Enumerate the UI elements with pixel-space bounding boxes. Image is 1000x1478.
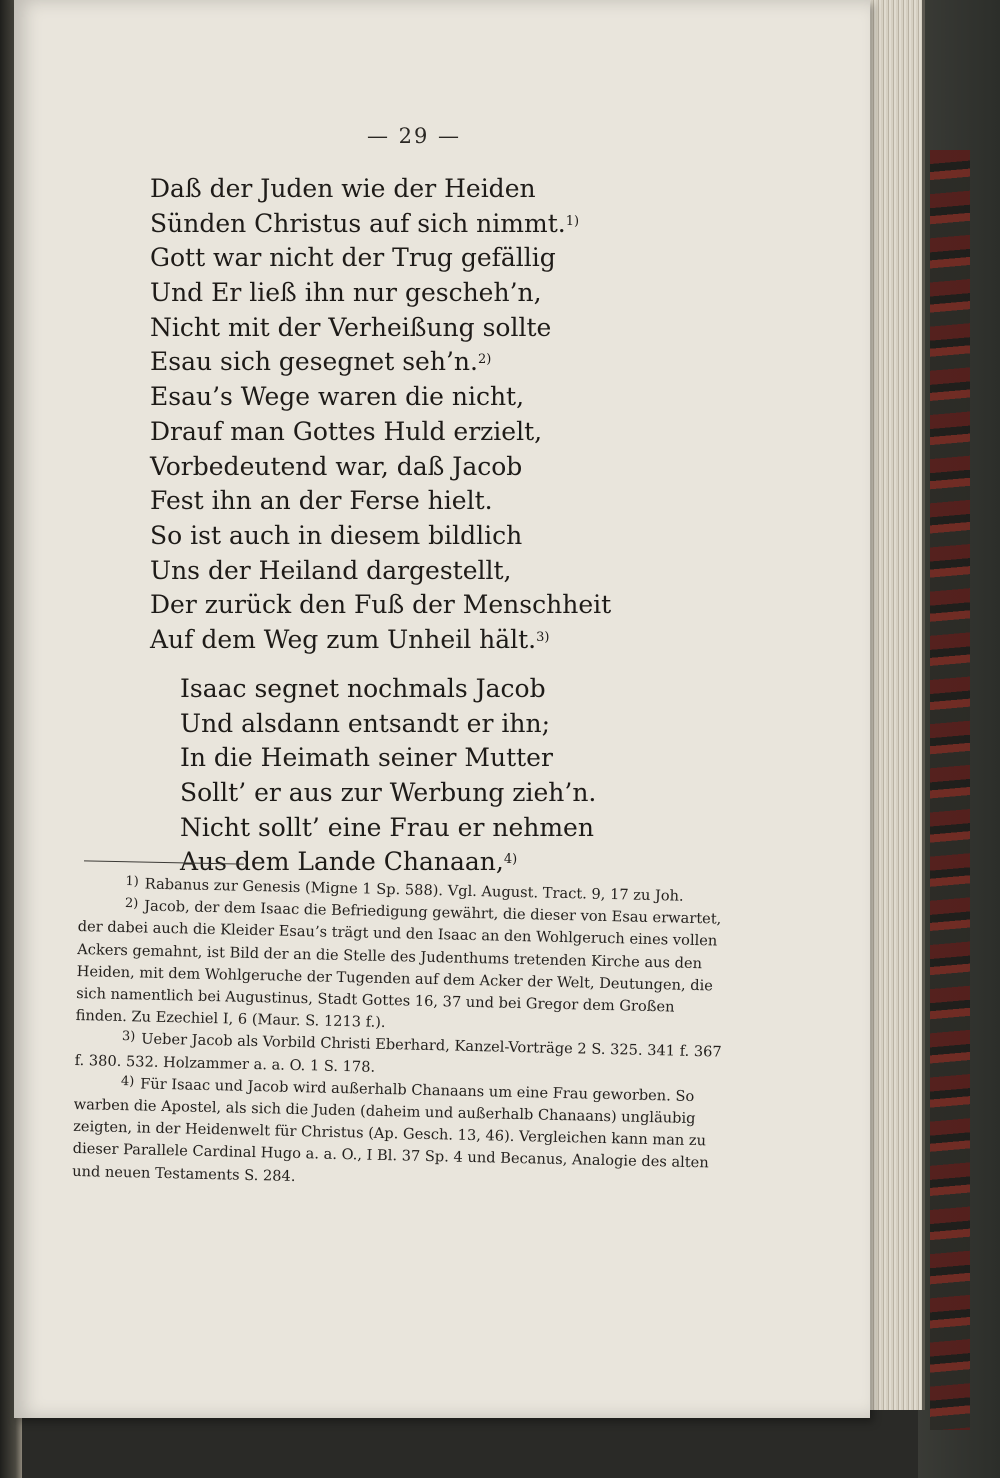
verse-line: Und Er ließ ihn nur gescheh’n, — [150, 278, 542, 308]
footnotes — [72, 872, 729, 1198]
verse-line: Esau’s Wege waren die nicht, — [150, 382, 525, 412]
footnote-ref: 1) — [565, 213, 580, 229]
verse-line: Nicht mit der Verheißung sollte — [150, 312, 552, 342]
stanza-1 — [150, 172, 611, 658]
verse-line: Drauf man Gottes Huld erzielt, — [150, 416, 543, 446]
stanza-2 — [180, 672, 596, 880]
footnote-ref: 3) — [536, 629, 550, 645]
book-page — [14, 0, 870, 1418]
verse-line: Isaac segnet nochmals Jacob — [180, 674, 546, 703]
marbled-edge — [930, 150, 970, 1430]
page-number: — 29 — — [366, 124, 462, 148]
footnote-ref: 4) — [503, 852, 518, 868]
verse-line: Sollt’ er aus zur Werbung zieh’n. — [180, 778, 597, 808]
verse-line: Esau sich gesegnet seh’n.$^{2)}$ — [150, 347, 492, 377]
footnote-ref: 2) — [477, 352, 492, 368]
verse-line: So ist auch in diesem bildlich — [150, 520, 523, 550]
verse-line: Der zurück den Fuß der Menschheit — [150, 590, 612, 620]
page-stack-edge — [866, 0, 925, 1410]
verse-line: Fest ihn an der Ferse hielt. — [150, 486, 493, 516]
verse-line: Aus dem Lande Chanaan,$^{4)}$ — [180, 847, 518, 877]
verse-line: Daß der Juden wie der Heiden — [150, 174, 536, 203]
verse-line: Sünden Christus auf sich nimmt.$^{1)}$ — [150, 208, 580, 238]
verse-line: Auf dem Weg zum Unheil hält.$^{3)}$ — [150, 624, 550, 654]
verse-line: Und alsdann entsandt er ihn; — [180, 708, 550, 738]
verse-line: Uns der Heiland dargestellt, — [150, 555, 512, 585]
verse-line: Nicht sollt’ eine Frau er nehmen — [180, 812, 594, 842]
footnote: $^{4)}$ Für Isaac und Jacob wird außerhalb Chanaans um eine Frau geworben. So warben die Apostel, als sich die Juden (daheim und außerhalb Chanaans) ungläubig zeigten, in der Heidenwelt für Christus (Ap. Gesch. 13, 46). Vergleichen kann man zu dieser Parallele Cardinal Hugo a. a. O., I Bl. 37 Sp. 4 und Becanus, Analogie des alten und neuen Testaments S. 284. — [72, 1073, 709, 1185]
footnote: $^{1)}$ Rabanus zur Genesis (Migne 1 Sp. 588). Vgl. August. Tract. 9, 17 zu Joh. — [125, 874, 684, 905]
verse-line: Gott war nicht der Trug gefällig — [150, 243, 556, 273]
footnote: $^{2)}$ Jacob, der dem Isaac die Befriedigung gewährt, die dieser von Esau erwartet, der dabei auch die Kleider Esau’s trägt und den Isaac an den Wohlgeruch eines vollen Ackers gemahnt, ist Bild der an die Stelle des Judenthums tretenden Kirche aus den Heiden, mit dem Wohlgeruche der Tugenden auf dem Acker der Welt, Deutungen, die sich namentlich bei Augustinus, Stadt Gottes 16, 37 und bei Gregor dem Großen finden. Zu Ezechiel I, 6 (Maur. S. 1213 f.). — [75, 896, 722, 1032]
verse-line: Vorbedeutend war, daß Jacob — [150, 451, 523, 481]
verse-line: In die Heimath seiner Mutter — [180, 743, 553, 773]
footnote: $^{3)}$ Ueber Jacob als Vorbild Christi Eberhard, Kanzel-Vorträge 2 S. 325. 341 f. 367 f. 380. 532. Holzammer a. a. O. 1 S. 178. — [74, 1029, 722, 1076]
